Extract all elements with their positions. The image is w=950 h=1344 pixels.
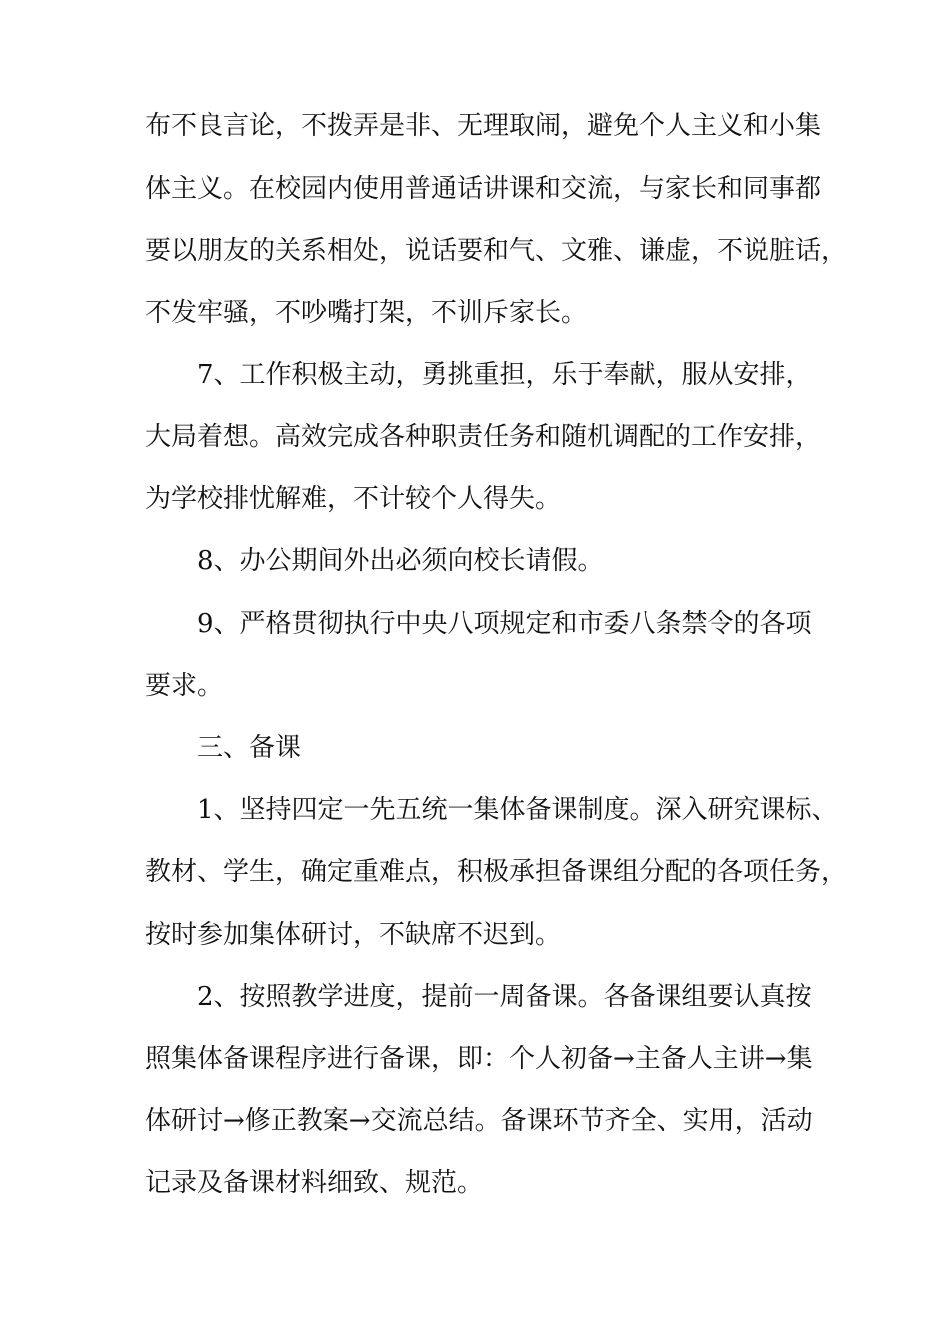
list-item-8: 8、办公期间外出必须向校长请假。 (197, 546, 604, 576)
text-line: 照集体备课程序进行备课，即：个人初备→主备人主讲→集 (145, 1044, 813, 1074)
text-line: 不发牢骚，不吵嘴打架，不训斥家长。 (145, 298, 588, 328)
text-line: 记录及备课材料细致、规范。 (145, 1168, 484, 1198)
text-line: 布不良言论，不拨弄是非、无理取闹，避免个人主义和小集 (145, 111, 822, 141)
text-line: 教材、学生，确定重难点，积极承担备课组分配的各项任务， (145, 857, 848, 887)
text-line: 要以朋友的关系相处，说话要和气、文雅、谦虚，不说脏话， (145, 236, 848, 266)
list-item-9: 9、严格贯彻执行中央八项规定和市委八条禁令的各项 (197, 609, 812, 639)
text-line: 体研讨→修正教案→交流总结。备课环节齐全、实用，活动 (145, 1106, 813, 1136)
list-item-2: 2、按照教学进度，提前一周备课。各备课组要认真按 (197, 982, 812, 1012)
text-line: 按时参加集体研讨，不缺席不迟到。 (145, 920, 562, 950)
section-heading: 三、备课 (197, 733, 302, 763)
list-item-1: 1、坚持四定一先五统一集体备课制度。深入研究课标、 (197, 795, 838, 825)
text-line: 大局着想。高效完成各种职责任务和随机调配的工作安排， (145, 422, 822, 452)
text-line: 为学校排忧解难，不计较个人得失。 (145, 484, 562, 514)
list-item-7: 7、工作积极主动，勇挑重担，乐于奉献，服从安排， (197, 360, 812, 390)
text-line: 体主义。在校园内使用普通话讲课和交流，与家长和同事都 (145, 174, 822, 204)
text-line: 要求。 (145, 671, 224, 701)
